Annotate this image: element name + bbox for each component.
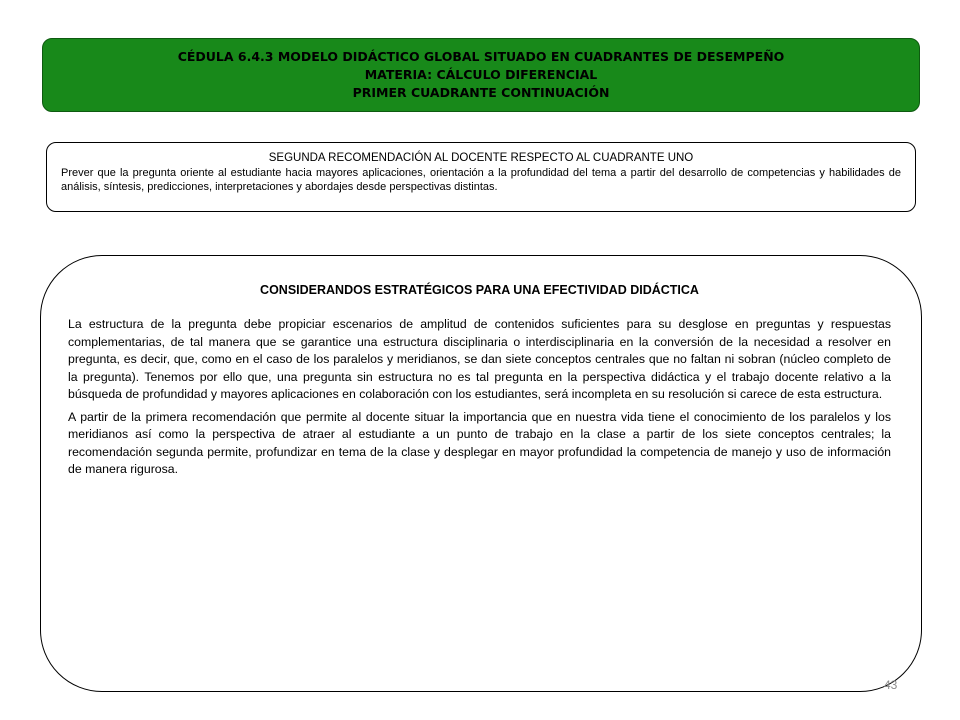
recommendation-title: SEGUNDA RECOMENDACIÓN AL DOCENTE RESPECTO AL CUADRANTE UNO: [268, 152, 694, 164]
header-title-line-3: PRIMER CUADRANTE CONTINUACIÓN: [352, 85, 610, 100]
header-banner: [42, 38, 920, 112]
considerations-paragraph-2: A partir de la primera recomendación que permite al docente situar la importancia que en nuestra vida tiene el conocimiento de los paralelos y los meridianos así como la perspectiva de atraer al estudiante a un punto de trabajo en la clase a partir de los siete conceptos centrales; la recomendación segunda permite, profundizar en tema de la clase y desplegar en mayor profundidad la competencia de manejo y uso de información de manera rigurosa.: [68, 409, 891, 476]
page-number: 43: [884, 678, 898, 692]
header-title-line-1: CÉDULA 6.4.3 MODELO DIDÁCTICO GLOBAL SITUADO EN CUADRANTES DE DESEMPEÑO: [177, 49, 785, 64]
considerations-paragraph-1: La estructura de la pregunta debe propiciar escenarios de amplitud de contenidos suficientes para su desglose en preguntas y respuestas complementarias, de tal manera que se garantice una estructura disciplinaria o interdisciplinaria en la conversión de la necesidad a resolver en pregunta, es decir, que, como en el caso de los paralelos y meridianos, se dan siete conceptos centrales que no faltan ni sobran (núcleo completo de la pregunta). Tenemos por ello que, una pregunta sin estructura no es tal pregunta en la perspectiva didáctica y el trabajo docente relativo a la búsqueda de profundidad y mayores aplicaciones en colaboración con los estudiantes, será incompleta en su resolución si carece de esta estructura.: [68, 317, 891, 401]
recommendation-text: Prever que la pregunta oriente al estudiante hacia mayores aplicaciones, orientación a la profundidad del tema a partir del desarrollo de competencias y habilidades de análisis, síntesis, predicciones, interpretaciones y abordajes desde perspectivas distintas.: [61, 167, 901, 193]
considerations-box: [40, 255, 922, 692]
recommendation-box: [46, 142, 916, 212]
considerations-title: CONSIDERANDOS ESTRATÉGICOS PARA UNA EFECTIVIDAD DIDÁCTICA: [260, 283, 699, 297]
header-title-line-2: MATERIA: CÁLCULO DIFERENCIAL: [364, 67, 598, 82]
